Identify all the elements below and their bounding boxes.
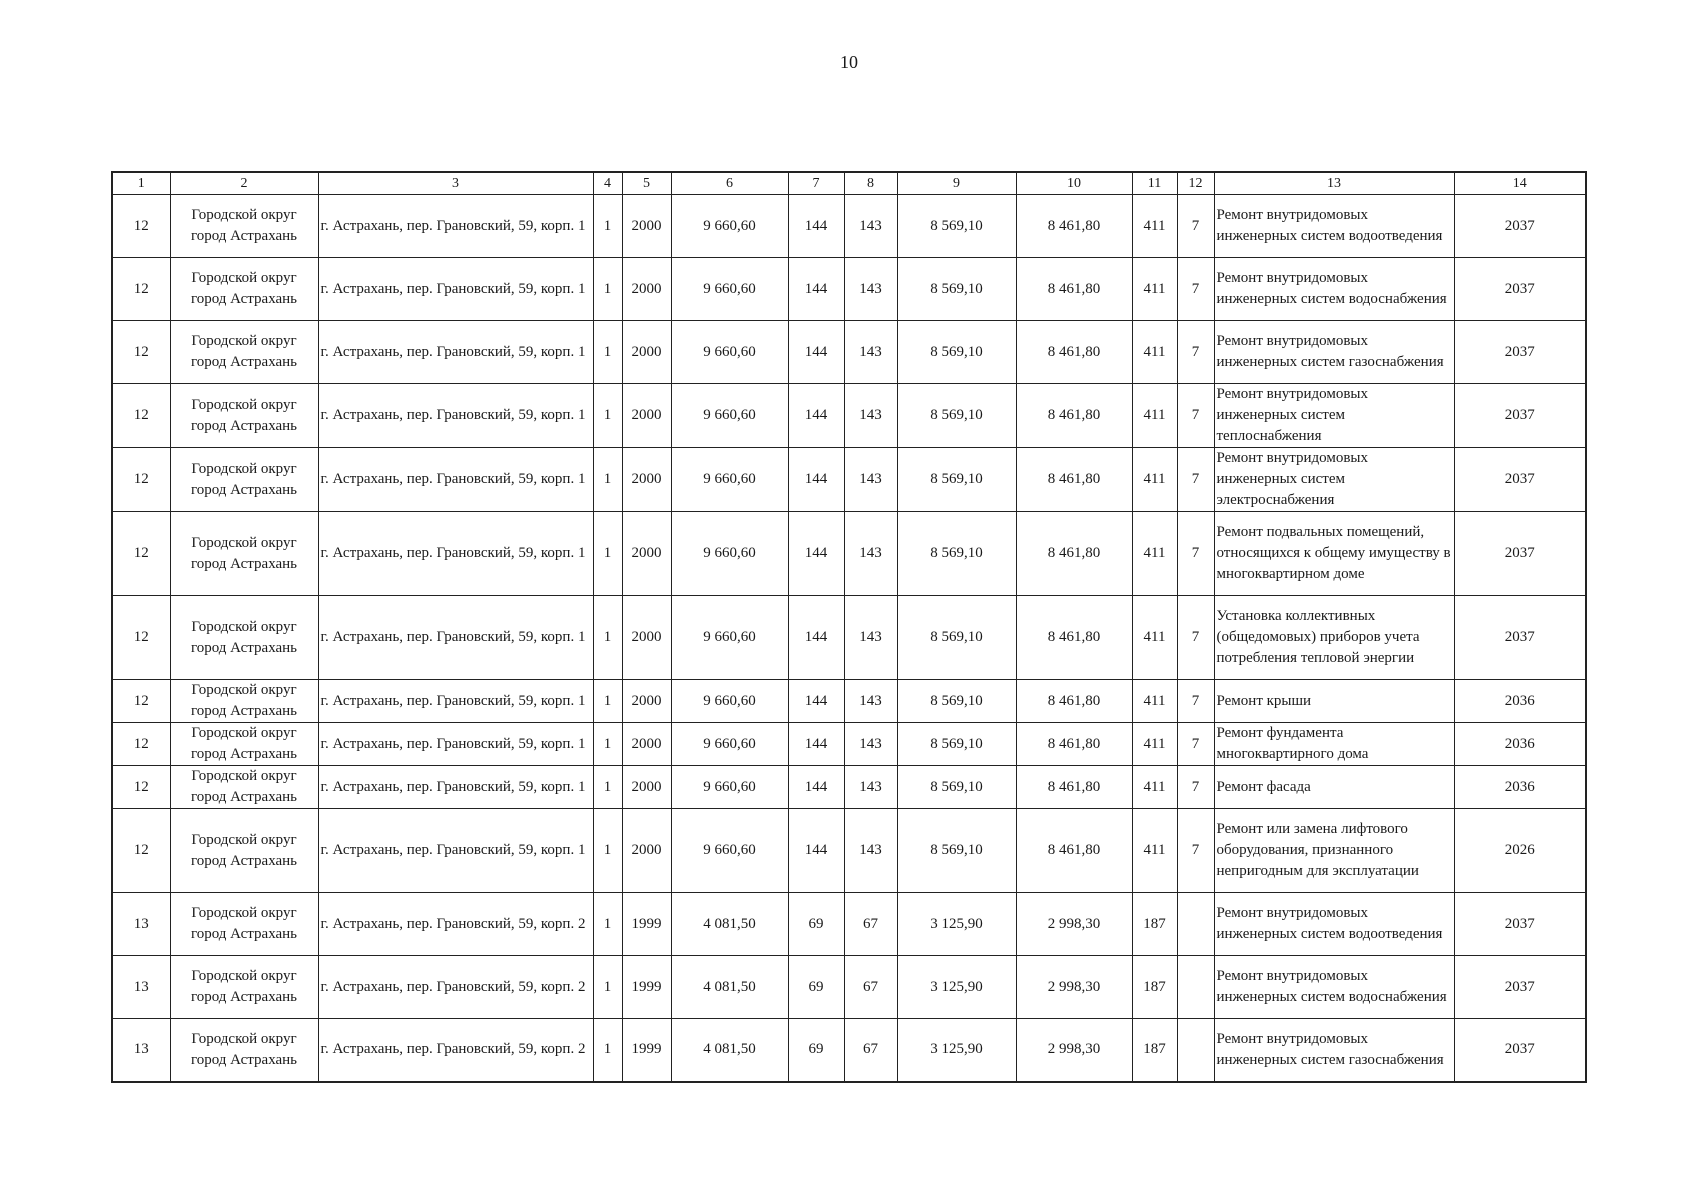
cell-col8: 143 — [844, 723, 897, 766]
cell-year: 1999 — [622, 893, 671, 956]
cell-col7: 144 — [788, 384, 844, 448]
cell-col7: 144 — [788, 596, 844, 680]
table-row — [112, 680, 1586, 723]
cell-number: 13 — [112, 956, 170, 1019]
cell-municipality: Городской округ город Астрахань — [170, 448, 318, 512]
cell-area: 9 660,60 — [671, 195, 788, 258]
cell-col4: 1 — [593, 956, 622, 1019]
column-header: 12 — [1177, 172, 1214, 195]
cell-work-type: Ремонт фундамента многоквартирного дома — [1214, 723, 1454, 766]
cell-col10: 8 461,80 — [1016, 596, 1132, 680]
table-row — [112, 512, 1586, 596]
cell-municipality: Городской округ город Астрахань — [170, 321, 318, 384]
cell-col10: 2 998,30 — [1016, 893, 1132, 956]
cell-number: 12 — [112, 766, 170, 809]
cell-area: 9 660,60 — [671, 384, 788, 448]
cell-address: г. Астрахань, пер. Грановский, 59, корп. 1 — [318, 596, 593, 680]
column-header: 1 — [112, 172, 170, 195]
table-row — [112, 195, 1586, 258]
cell-year: 2000 — [622, 766, 671, 809]
cell-col9: 8 569,10 — [897, 809, 1016, 893]
cell-col11: 411 — [1132, 809, 1177, 893]
cell-col10: 8 461,80 — [1016, 512, 1132, 596]
table-row — [112, 809, 1586, 893]
cell-col8: 143 — [844, 321, 897, 384]
cell-col11: 411 — [1132, 680, 1177, 723]
cell-area: 9 660,60 — [671, 512, 788, 596]
column-header: 4 — [593, 172, 622, 195]
cell-col4: 1 — [593, 893, 622, 956]
cell-col7: 144 — [788, 512, 844, 596]
cell-plan-year: 2037 — [1454, 258, 1586, 321]
cell-col9: 8 569,10 — [897, 723, 1016, 766]
cell-number: 12 — [112, 680, 170, 723]
cell-year: 2000 — [622, 195, 671, 258]
cell-municipality: Городской округ город Астрахань — [170, 195, 318, 258]
cell-col4: 1 — [593, 384, 622, 448]
cell-address: г. Астрахань, пер. Грановский, 59, корп. 1 — [318, 384, 593, 448]
cell-municipality: Городской округ город Астрахань — [170, 384, 318, 448]
cell-plan-year: 2036 — [1454, 766, 1586, 809]
cell-col10: 2 998,30 — [1016, 1019, 1132, 1082]
cell-col4: 1 — [593, 321, 622, 384]
cell-col10: 8 461,80 — [1016, 448, 1132, 512]
cell-year: 2000 — [622, 512, 671, 596]
table-row — [112, 596, 1586, 680]
column-header: 7 — [788, 172, 844, 195]
cell-col10: 8 461,80 — [1016, 766, 1132, 809]
cell-col4: 1 — [593, 723, 622, 766]
cell-col8: 143 — [844, 384, 897, 448]
cell-col7: 144 — [788, 766, 844, 809]
cell-col8: 143 — [844, 809, 897, 893]
cell-col7: 69 — [788, 956, 844, 1019]
cell-work-type: Ремонт внутридомовых инженерных систем газоснабжения — [1214, 1019, 1454, 1082]
cell-col11: 187 — [1132, 1019, 1177, 1082]
cell-plan-year: 2037 — [1454, 1019, 1586, 1082]
cell-col11: 411 — [1132, 448, 1177, 512]
cell-year: 2000 — [622, 680, 671, 723]
cell-col12: 7 — [1177, 258, 1214, 321]
cell-number: 13 — [112, 893, 170, 956]
cell-col8: 143 — [844, 195, 897, 258]
cell-col10: 8 461,80 — [1016, 809, 1132, 893]
cell-work-type: Ремонт внутридомовых инженерных систем водоотведения — [1214, 195, 1454, 258]
cell-col7: 69 — [788, 893, 844, 956]
cell-col12: 7 — [1177, 512, 1214, 596]
cell-col8: 67 — [844, 893, 897, 956]
cell-work-type: Ремонт крыши — [1214, 680, 1454, 723]
cell-number: 12 — [112, 723, 170, 766]
cell-area: 4 081,50 — [671, 1019, 788, 1082]
cell-work-type: Ремонт или замена лифтового оборудования, признанного непригодным для эксплуатации — [1214, 809, 1454, 893]
cell-col9: 3 125,90 — [897, 956, 1016, 1019]
table-row — [112, 448, 1586, 512]
cell-col12: 7 — [1177, 384, 1214, 448]
cell-col7: 144 — [788, 723, 844, 766]
cell-plan-year: 2037 — [1454, 956, 1586, 1019]
cell-number: 12 — [112, 809, 170, 893]
cell-plan-year: 2037 — [1454, 448, 1586, 512]
cell-col12 — [1177, 1019, 1214, 1082]
cell-address: г. Астрахань, пер. Грановский, 59, корп. 1 — [318, 809, 593, 893]
cell-area: 9 660,60 — [671, 596, 788, 680]
cell-area: 9 660,60 — [671, 448, 788, 512]
cell-col10: 8 461,80 — [1016, 195, 1132, 258]
cell-col11: 411 — [1132, 766, 1177, 809]
cell-col12 — [1177, 893, 1214, 956]
column-header: 2 — [170, 172, 318, 195]
cell-col9: 8 569,10 — [897, 195, 1016, 258]
cell-col4: 1 — [593, 258, 622, 321]
cell-col12: 7 — [1177, 195, 1214, 258]
cell-col11: 411 — [1132, 258, 1177, 321]
column-header: 14 — [1454, 172, 1586, 195]
cell-col7: 144 — [788, 680, 844, 723]
cell-area: 9 660,60 — [671, 321, 788, 384]
cell-col8: 143 — [844, 766, 897, 809]
cell-col7: 144 — [788, 258, 844, 321]
cell-col4: 1 — [593, 448, 622, 512]
cell-col11: 187 — [1132, 956, 1177, 1019]
cell-address: г. Астрахань, пер. Грановский, 59, корп. 1 — [318, 723, 593, 766]
table-row — [112, 893, 1586, 956]
cell-col9: 8 569,10 — [897, 596, 1016, 680]
cell-col11: 411 — [1132, 195, 1177, 258]
cell-address: г. Астрахань, пер. Грановский, 59, корп. 1 — [318, 448, 593, 512]
cell-municipality: Городской округ город Астрахань — [170, 723, 318, 766]
cell-work-type: Установка коллективных (общедомовых) приборов учета потребления тепловой энергии — [1214, 596, 1454, 680]
cell-number: 12 — [112, 512, 170, 596]
cell-col4: 1 — [593, 809, 622, 893]
cell-year: 2000 — [622, 809, 671, 893]
cell-year: 1999 — [622, 956, 671, 1019]
cell-col9: 8 569,10 — [897, 448, 1016, 512]
cell-address: г. Астрахань, пер. Грановский, 59, корп. 2 — [318, 893, 593, 956]
cell-col12: 7 — [1177, 809, 1214, 893]
table-row — [112, 258, 1586, 321]
table-row — [112, 723, 1586, 766]
cell-col11: 411 — [1132, 512, 1177, 596]
cell-col4: 1 — [593, 596, 622, 680]
cell-year: 2000 — [622, 596, 671, 680]
cell-col8: 143 — [844, 448, 897, 512]
cell-plan-year: 2037 — [1454, 321, 1586, 384]
cell-plan-year: 2037 — [1454, 512, 1586, 596]
cell-address: г. Астрахань, пер. Грановский, 59, корп. 2 — [318, 956, 593, 1019]
cell-number: 12 — [112, 448, 170, 512]
cell-municipality: Городской округ город Астрахань — [170, 680, 318, 723]
column-header: 6 — [671, 172, 788, 195]
cell-col8: 143 — [844, 596, 897, 680]
cell-plan-year: 2037 — [1454, 195, 1586, 258]
cell-work-type: Ремонт внутридомовых инженерных систем электроснабжения — [1214, 448, 1454, 512]
cell-col12: 7 — [1177, 321, 1214, 384]
cell-plan-year: 2037 — [1454, 893, 1586, 956]
cell-col9: 8 569,10 — [897, 321, 1016, 384]
table-row — [112, 766, 1586, 809]
cell-col10: 2 998,30 — [1016, 956, 1132, 1019]
cell-work-type: Ремонт внутридомовых инженерных систем водоснабжения — [1214, 956, 1454, 1019]
cell-col9: 3 125,90 — [897, 1019, 1016, 1082]
cell-col4: 1 — [593, 766, 622, 809]
cell-municipality: Городской округ город Астрахань — [170, 596, 318, 680]
table-row — [112, 321, 1586, 384]
cell-col9: 3 125,90 — [897, 893, 1016, 956]
cell-col11: 411 — [1132, 321, 1177, 384]
table-row — [112, 956, 1586, 1019]
cell-work-type: Ремонт внутридомовых инженерных систем теплоснабжения — [1214, 384, 1454, 448]
column-header: 13 — [1214, 172, 1454, 195]
cell-col8: 143 — [844, 512, 897, 596]
cell-col12: 7 — [1177, 766, 1214, 809]
cell-col11: 411 — [1132, 596, 1177, 680]
cell-municipality: Городской округ город Астрахань — [170, 956, 318, 1019]
cell-plan-year: 2036 — [1454, 723, 1586, 766]
cell-col10: 8 461,80 — [1016, 258, 1132, 321]
cell-municipality: Городской округ город Астрахань — [170, 766, 318, 809]
cell-number: 13 — [112, 1019, 170, 1082]
cell-number: 12 — [112, 258, 170, 321]
cell-col9: 8 569,10 — [897, 766, 1016, 809]
table-body — [112, 195, 1586, 1082]
table-row — [112, 384, 1586, 448]
capital-repair-table — [111, 171, 1587, 1083]
cell-address: г. Астрахань, пер. Грановский, 59, корп. 1 — [318, 512, 593, 596]
cell-area: 9 660,60 — [671, 766, 788, 809]
cell-col7: 144 — [788, 195, 844, 258]
cell-municipality: Городской округ город Астрахань — [170, 1019, 318, 1082]
cell-work-type: Ремонт фасада — [1214, 766, 1454, 809]
cell-col12: 7 — [1177, 596, 1214, 680]
cell-col8: 67 — [844, 1019, 897, 1082]
cell-col7: 144 — [788, 321, 844, 384]
cell-work-type: Ремонт подвальных помещений, относящихся к общему имуществу в многоквартирном доме — [1214, 512, 1454, 596]
cell-area: 9 660,60 — [671, 723, 788, 766]
cell-col9: 8 569,10 — [897, 512, 1016, 596]
cell-work-type: Ремонт внутридомовых инженерных систем газоснабжения — [1214, 321, 1454, 384]
cell-col10: 8 461,80 — [1016, 723, 1132, 766]
cell-col11: 411 — [1132, 384, 1177, 448]
cell-col11: 411 — [1132, 723, 1177, 766]
cell-col8: 143 — [844, 258, 897, 321]
cell-number: 12 — [112, 195, 170, 258]
cell-work-type: Ремонт внутридомовых инженерных систем водоотведения — [1214, 893, 1454, 956]
cell-col9: 8 569,10 — [897, 680, 1016, 723]
cell-number: 12 — [112, 384, 170, 448]
cell-area: 4 081,50 — [671, 956, 788, 1019]
cell-municipality: Городской округ город Астрахань — [170, 258, 318, 321]
table-row — [112, 1019, 1586, 1082]
cell-col12 — [1177, 956, 1214, 1019]
cell-address: г. Астрахань, пер. Грановский, 59, корп. 1 — [318, 766, 593, 809]
cell-year: 2000 — [622, 384, 671, 448]
column-header: 10 — [1016, 172, 1132, 195]
column-header: 11 — [1132, 172, 1177, 195]
cell-plan-year: 2026 — [1454, 809, 1586, 893]
cell-area: 9 660,60 — [671, 809, 788, 893]
cell-municipality: Городской округ город Астрахань — [170, 809, 318, 893]
cell-col7: 69 — [788, 1019, 844, 1082]
cell-municipality: Городской округ город Астрахань — [170, 893, 318, 956]
cell-address: г. Астрахань, пер. Грановский, 59, корп. 1 — [318, 680, 593, 723]
column-header: 3 — [318, 172, 593, 195]
cell-col10: 8 461,80 — [1016, 384, 1132, 448]
cell-number: 12 — [112, 321, 170, 384]
cell-year: 2000 — [622, 723, 671, 766]
cell-col4: 1 — [593, 512, 622, 596]
cell-year: 2000 — [622, 321, 671, 384]
cell-year: 1999 — [622, 1019, 671, 1082]
cell-plan-year: 2037 — [1454, 384, 1586, 448]
cell-col4: 1 — [593, 680, 622, 723]
cell-area: 9 660,60 — [671, 258, 788, 321]
cell-col8: 143 — [844, 680, 897, 723]
cell-col7: 144 — [788, 809, 844, 893]
cell-col9: 8 569,10 — [897, 258, 1016, 321]
cell-plan-year: 2037 — [1454, 596, 1586, 680]
cell-address: г. Астрахань, пер. Грановский, 59, корп. 1 — [318, 258, 593, 321]
cell-address: г. Астрахань, пер. Грановский, 59, корп. 2 — [318, 1019, 593, 1082]
cell-col8: 67 — [844, 956, 897, 1019]
cell-col10: 8 461,80 — [1016, 680, 1132, 723]
cell-year: 2000 — [622, 258, 671, 321]
cell-address: г. Астрахань, пер. Грановский, 59, корп. 1 — [318, 321, 593, 384]
cell-year: 2000 — [622, 448, 671, 512]
cell-municipality: Городской округ город Астрахань — [170, 512, 318, 596]
column-number-row — [112, 172, 1586, 195]
column-header: 8 — [844, 172, 897, 195]
cell-number: 12 — [112, 596, 170, 680]
column-header: 5 — [622, 172, 671, 195]
cell-col12: 7 — [1177, 448, 1214, 512]
cell-col9: 8 569,10 — [897, 384, 1016, 448]
cell-col12: 7 — [1177, 680, 1214, 723]
cell-work-type: Ремонт внутридомовых инженерных систем водоснабжения — [1214, 258, 1454, 321]
cell-plan-year: 2036 — [1454, 680, 1586, 723]
cell-col4: 1 — [593, 1019, 622, 1082]
cell-col11: 187 — [1132, 893, 1177, 956]
cell-address: г. Астрахань, пер. Грановский, 59, корп. 1 — [318, 195, 593, 258]
column-header: 9 — [897, 172, 1016, 195]
cell-col4: 1 — [593, 195, 622, 258]
cell-area: 9 660,60 — [671, 680, 788, 723]
cell-col12: 7 — [1177, 723, 1214, 766]
cell-col10: 8 461,80 — [1016, 321, 1132, 384]
cell-area: 4 081,50 — [671, 893, 788, 956]
page-number: 10 — [840, 52, 858, 72]
cell-col7: 144 — [788, 448, 844, 512]
